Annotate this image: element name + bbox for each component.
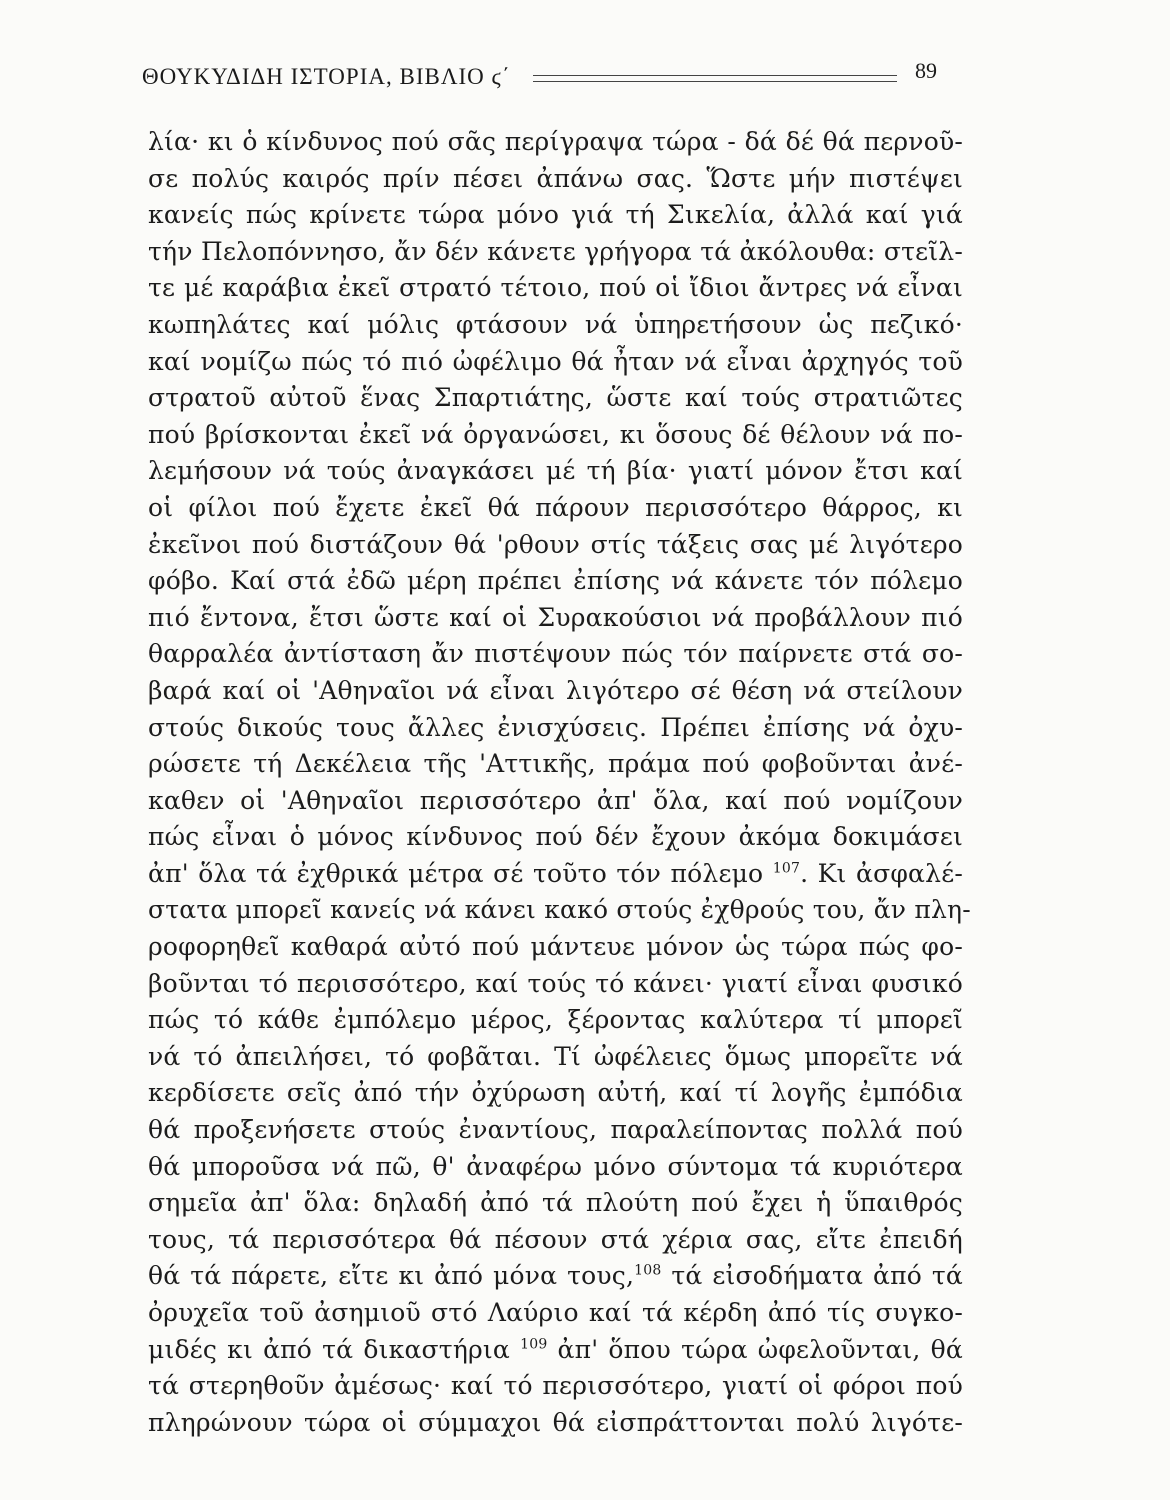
- text-line: τήν Πελοπόννησο, ἄν δέν κάνετε γρήγορα τά ἀκόλουθα: στεῖλ-: [148, 236, 963, 266]
- footnote-ref-108: 108: [634, 1263, 662, 1280]
- text-line: θαρραλέα ἀντίσταση ἄν πιστέψουν πώς τόν παίρνετε στά σο-: [148, 639, 963, 669]
- text-line: πληρώνουν τώρα οἱ σύμμαχοι θά εἰσπράττονται πολύ λιγότε-: [148, 1407, 963, 1437]
- text-segment: μιδές κι ἀπό τά δικαστήρια: [148, 1334, 510, 1364]
- text-line: θά μποροῦσα νά πῶ, θ' ἀναφέρω μόνο σύντομα τά κυριότερα: [148, 1151, 963, 1181]
- text-line: τε μέ καράβια ἐκεῖ στρατό τέτοιο, πού οἱ ἴδιοι ἄντρες νά εἶναι: [148, 273, 963, 303]
- text-line-with-note: [148, 1258, 963, 1295]
- text-line: οἱ φίλοι πού ἔχετε ἐκεῖ θά πάρουν περισσότερο θάρρος, κι: [148, 492, 963, 522]
- text-line: κανείς πώς κρίνετε τώρα μόνο γιά τή Σικελία, ἀλλά καί γιά: [148, 200, 963, 230]
- text-segment: ἀπ' ὅπου τώρα ὠφελοῦνται, θά: [547, 1334, 963, 1364]
- running-head-title: ΘΟΥΚΥΔΙΔΗ ΙΣΤΟΡΙΑ, ΒΙΒΛΙΟ ϛ΄: [142, 64, 511, 89]
- text-line: κερδίσετε σεῖς ἀπό τήν ὀχύρωση αὐτή, καί τί λογῆς ἐμπόδια: [148, 1078, 963, 1108]
- text-line: λία· κι ὁ κίνδυνος πού σᾶς περίγραψα τώρα - δά δέ θά περνοῦ-: [148, 127, 963, 156]
- text-line: στατα μπορεῖ κανείς νά κάνει κακό στούς ἐχθρούς του, ἄν πλη-: [148, 895, 971, 925]
- text-line: βοῦνται τό περισσότερο, καί τούς τό κάνει· γιατί εἶναι φυσικό: [148, 968, 963, 998]
- text-segment: θά τά πάρετε, εἴτε κι ἀπό μόνα τους,: [148, 1261, 635, 1291]
- text-line: ἐκεῖνοι πού διστάζουν θά 'ρθουν στίς τάξεις σας μέ λιγότερο: [148, 529, 963, 559]
- text-line: σε πολύς καιρός πρίν πέσει ἀπάνω σας. Ὥστε μήν πιστέψει: [148, 163, 963, 193]
- text-line: σημεῖα ἀπ' ὅλα: δηλαδή ἀπό τά πλούτη πού ἔχει ἡ ὕπαιθρός: [148, 1188, 963, 1218]
- text-line: καθεν οἱ 'Αθηναῖοι περισσότερο ἀπ' ὅλα, καί πού νομίζουν: [148, 785, 963, 815]
- text-line: πώς τό κάθε ἐμπόλεμο μέρος, ξέροντας καλύτερα τί μπορεῖ: [148, 1005, 963, 1035]
- text-line: πώς εἶναι ὁ μόνος κίνδυνος πού δέν ἔχουν ἀκόμα δοκιμάσει: [148, 822, 963, 852]
- page-number: 89: [915, 58, 937, 83]
- text-line-with-note: [148, 856, 963, 893]
- text-line: θά προξενήσετε στούς ἐναντίους, παραλείποντας πολλά πού: [148, 1115, 963, 1145]
- text-line: λεμήσουν νά τούς ἀναγκάσει μέ τή βία· γιατί μόνον ἔτσι καί: [148, 456, 963, 486]
- text-line: ρώσετε τή Δεκέλεια τῆς 'Αττικῆς, πράμα πού φοβοῦνται ἀνέ-: [148, 749, 963, 779]
- text-segment: ἀπ' ὅλα τά ἐχθρικά μέτρα σέ τοῦτο τόν πόλεμο: [148, 858, 764, 888]
- text-line: νά τό ἀπειλήσει, τό φοβᾶται. Τί ὠφέλειες ὅμως μπορεῖτε νά: [148, 1041, 963, 1071]
- running-head-rule: [533, 75, 897, 82]
- text-line: στούς δικούς τους ἄλλες ἐνισχύσεις. Πρέπει ἐπίσης νά ὀχυ-: [148, 712, 963, 742]
- text-line: ροφορηθεῖ καθαρά αὐτό πού μάντευε μόνον ὡς τώρα πώς φο-: [148, 932, 963, 962]
- text-line: καί νομίζω πώς τό πιό ὠφέλιμο θά ἦταν νά εἶναι ἀρχηγός τοῦ: [148, 346, 963, 376]
- text-line: ὀρυχεῖα τοῦ ἀσημιοῦ στό Λαύριο καί τά κέρδη ἀπό τίς συγκο-: [148, 1298, 963, 1327]
- text-line: κωπηλάτες καί μόλις φτάσουν νά ὑπηρετήσουν ὡς πεζικό·: [148, 309, 963, 339]
- text-line: στρατοῦ αὐτοῦ ἕνας Σπαρτιάτης, ὥστε καί τούς στρατιῶτες: [148, 383, 963, 413]
- text-line-with-note: [148, 1332, 963, 1369]
- text-line: πιό ἔντονα, ἔτσι ὥστε καί οἱ Συρακούσιοι νά προβάλλουν πιό: [148, 602, 963, 632]
- text-line: βαρά καί οἱ 'Αθηναῖοι νά εἶναι λιγότερο σέ θέση νά στείλουν: [148, 675, 963, 705]
- footnote-ref-107: 107: [772, 860, 801, 877]
- body-text: [148, 124, 971, 1441]
- text-line: τά στερηθοῦν ἀμέσως· καί τό περισσότερο, γιατί οἱ φόροι πού: [148, 1371, 963, 1401]
- text-line: τους, τά περισσότερα θά πέσουν στά χέρια σας, εἴτε ἐπειδή: [148, 1224, 963, 1254]
- running-head: [142, 60, 937, 94]
- footnote-ref-109: 109: [520, 1336, 548, 1353]
- text-segment: . Κι ἀσφαλέ-: [800, 858, 963, 888]
- text-line: φόβο. Καί στά ἐδῶ μέρη πρέπει ἐπίσης νά κάνετε τόν πόλεμο: [148, 566, 963, 596]
- text-segment: τά εἰσοδήματα ἀπό τά: [661, 1261, 963, 1291]
- text-line: πού βρίσκονται ἐκεῖ νά ὀργανώσει, κι ὅσους δέ θέλουν νά πο-: [148, 419, 963, 449]
